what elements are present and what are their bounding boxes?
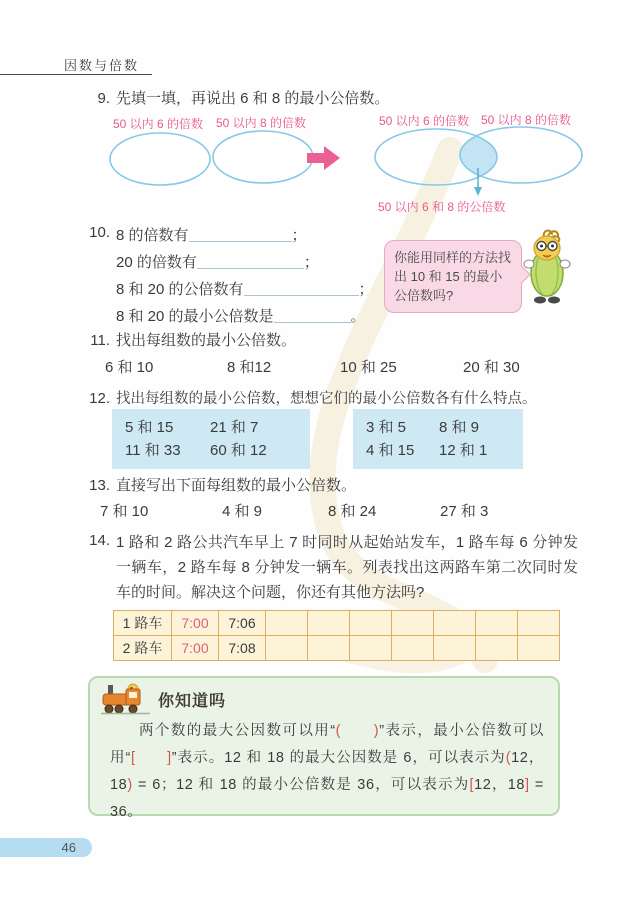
did-you-know-title: 你知道吗 xyxy=(158,692,227,710)
problem-14 xyxy=(84,530,578,605)
problem-12 xyxy=(84,388,537,410)
problem-9 xyxy=(84,88,389,110)
table-cell-empty xyxy=(350,636,392,661)
time-cell: 7:06 xyxy=(219,611,266,636)
time-cell: 7:08 xyxy=(219,636,266,661)
text-segment: 两个数的最大公因数可以用“ xyxy=(139,723,336,739)
table-cell-empty xyxy=(350,611,392,636)
line-text: 8 和 20 的最小公倍数是 xyxy=(116,308,274,325)
problem-number: 14. xyxy=(89,532,110,549)
table-cell-empty xyxy=(266,611,308,636)
number-pair: 20 和 30 xyxy=(463,359,520,376)
train-icon xyxy=(100,682,152,716)
red-bracket: ] xyxy=(525,777,530,793)
red-paren: ( xyxy=(335,723,342,739)
number-pair: 4 和 9 xyxy=(222,503,263,520)
table-cell-empty xyxy=(476,636,518,661)
fill-in-line xyxy=(116,305,374,332)
number-pair: 21 和 7 xyxy=(210,419,259,436)
fill-in-line xyxy=(116,224,374,251)
number-pair: 12 和 1 xyxy=(439,442,488,459)
text-segment: ”表示，最小公倍数可以用“ xyxy=(110,723,544,766)
time-cell: 7:00 xyxy=(172,611,219,636)
table-cell-empty xyxy=(476,611,518,636)
p12-box-1 xyxy=(112,409,310,469)
problem-11 xyxy=(84,330,296,352)
answer-blank xyxy=(274,308,351,323)
problem-title: 直接写出下面每组数的最小公倍数。 xyxy=(116,477,357,494)
venn-label-right-8: 50 以内 8 的倍数 xyxy=(481,113,572,127)
problem-title: 先填一填，再说出 6 和 8 的最小公倍数。 xyxy=(116,90,390,107)
number-pair: 7 和 10 xyxy=(100,503,149,520)
line-punct: ； xyxy=(358,281,374,298)
table-row xyxy=(114,611,560,636)
p12-box-2 xyxy=(353,409,523,469)
text-segment: = 6；12 和 18 的最小公倍数是 36，可以表示为 xyxy=(132,777,470,793)
blank-gap xyxy=(341,723,374,739)
table-row xyxy=(114,636,560,661)
problem-number: 12. xyxy=(89,390,110,407)
table-cell-empty xyxy=(308,636,350,661)
line-punct: ； xyxy=(291,227,307,244)
venn-diagram xyxy=(100,126,590,198)
number-pair: 11 和 33 xyxy=(125,442,181,459)
line-text: 20 的倍数有 xyxy=(116,254,197,271)
table-cell-empty xyxy=(518,636,560,661)
line-text: 8 的倍数有 xyxy=(116,227,189,244)
red-bracket: [ xyxy=(469,777,475,793)
did-you-know-text xyxy=(110,718,544,826)
number-pair: 8 和 9 xyxy=(439,419,480,436)
answer-blank xyxy=(189,227,292,242)
number-pair: 8 和12 xyxy=(227,359,272,376)
red-paren: ) xyxy=(373,723,380,739)
page-number-badge xyxy=(0,838,92,857)
problem-title: 1 路和 2 路公共汽车早上 7 时同时从起始站发车，1 路车每 6 分钟发一辆车，2 路车每 8 分钟发一辆车。列表找出这两路车第二次同时发车的时间。解决这个问题，你还有其他方法吗? xyxy=(116,534,578,601)
ellipse-multiples-of-6 xyxy=(110,133,210,185)
row-label: 1 路车 xyxy=(114,611,172,636)
red-paren: ) xyxy=(127,777,133,793)
problem-number: 9. xyxy=(97,90,110,107)
venn-label-left-6: 50 以内 6 的倍数 xyxy=(113,117,204,131)
fill-in-line xyxy=(116,278,374,305)
speech-bubble xyxy=(384,240,522,313)
answer-blank xyxy=(197,254,304,269)
number-pair: 27 和 3 xyxy=(440,503,489,520)
problem-number: 13. xyxy=(89,477,110,494)
line-punct: 。 xyxy=(350,308,366,325)
chapter-title: 因数与倍数 xyxy=(64,58,140,73)
number-pair: 3 和 5 xyxy=(366,419,407,436)
answer-blank xyxy=(244,281,359,296)
page-number: 46 xyxy=(61,840,76,855)
ellipse-multiples-of-8 xyxy=(213,131,313,183)
line-text: 8 和 20 的公倍数有 xyxy=(116,281,244,298)
text-segment: ”表示。12 和 18 的最大公因数是 6，可以表示为 xyxy=(171,750,506,766)
row-label: 2 路车 xyxy=(114,636,172,661)
bus-schedule-table xyxy=(113,610,560,661)
number-pair: 10 和 25 xyxy=(340,359,397,376)
number-pair: 60 和 12 xyxy=(210,442,267,459)
problem-number: 10. xyxy=(89,224,110,241)
table-cell-empty xyxy=(434,636,476,661)
table-cell-empty xyxy=(518,611,560,636)
number-pair: 6 和 10 xyxy=(105,359,154,376)
problem-title: 找出每组数的最小公倍数。 xyxy=(116,332,297,349)
number-pair: 4 和 15 xyxy=(366,442,415,459)
red-paren: ( xyxy=(505,750,512,766)
number-pair: 5 和 15 xyxy=(125,419,174,436)
text-segment: 12，18 xyxy=(110,750,545,793)
table-cell-empty xyxy=(266,636,308,661)
speech-bubble-text: 你能用同样的方法找出 10 和 15 的最小公倍数吗? xyxy=(394,250,512,303)
blank-gap xyxy=(136,750,168,766)
header-rule xyxy=(0,74,152,75)
venn-label-common: 50 以内 6 和 8 的公倍数 xyxy=(378,200,506,214)
time-cell: 7:00 xyxy=(172,636,219,661)
corn-mascot-icon xyxy=(518,226,576,306)
problem-10 xyxy=(84,224,374,332)
text-segment: 12，18 xyxy=(474,777,526,793)
venn-label-left-8: 50 以内 8 的倍数 xyxy=(216,116,307,130)
table-cell-empty xyxy=(392,636,434,661)
venn-label-right-6: 50 以内 6 的倍数 xyxy=(379,114,470,128)
table-cell-empty xyxy=(392,611,434,636)
p13-pairs xyxy=(100,500,488,521)
did-you-know-box xyxy=(88,676,560,820)
red-bracket: ] xyxy=(167,750,172,766)
p11-pairs xyxy=(105,356,520,377)
table-cell-empty xyxy=(434,611,476,636)
number-pair: 8 和 24 xyxy=(328,503,377,520)
problem-13 xyxy=(84,475,356,497)
table-cell-empty xyxy=(308,611,350,636)
red-bracket: [ xyxy=(130,750,136,766)
fill-in-line xyxy=(116,251,374,278)
text-segment: = 36。 xyxy=(110,777,544,820)
problem-number: 11. xyxy=(90,332,110,349)
line-punct: ； xyxy=(303,254,319,271)
problem-title: 找出每组数的最小公倍数，想想它们的最小公倍数各有什么特点。 xyxy=(116,391,537,407)
